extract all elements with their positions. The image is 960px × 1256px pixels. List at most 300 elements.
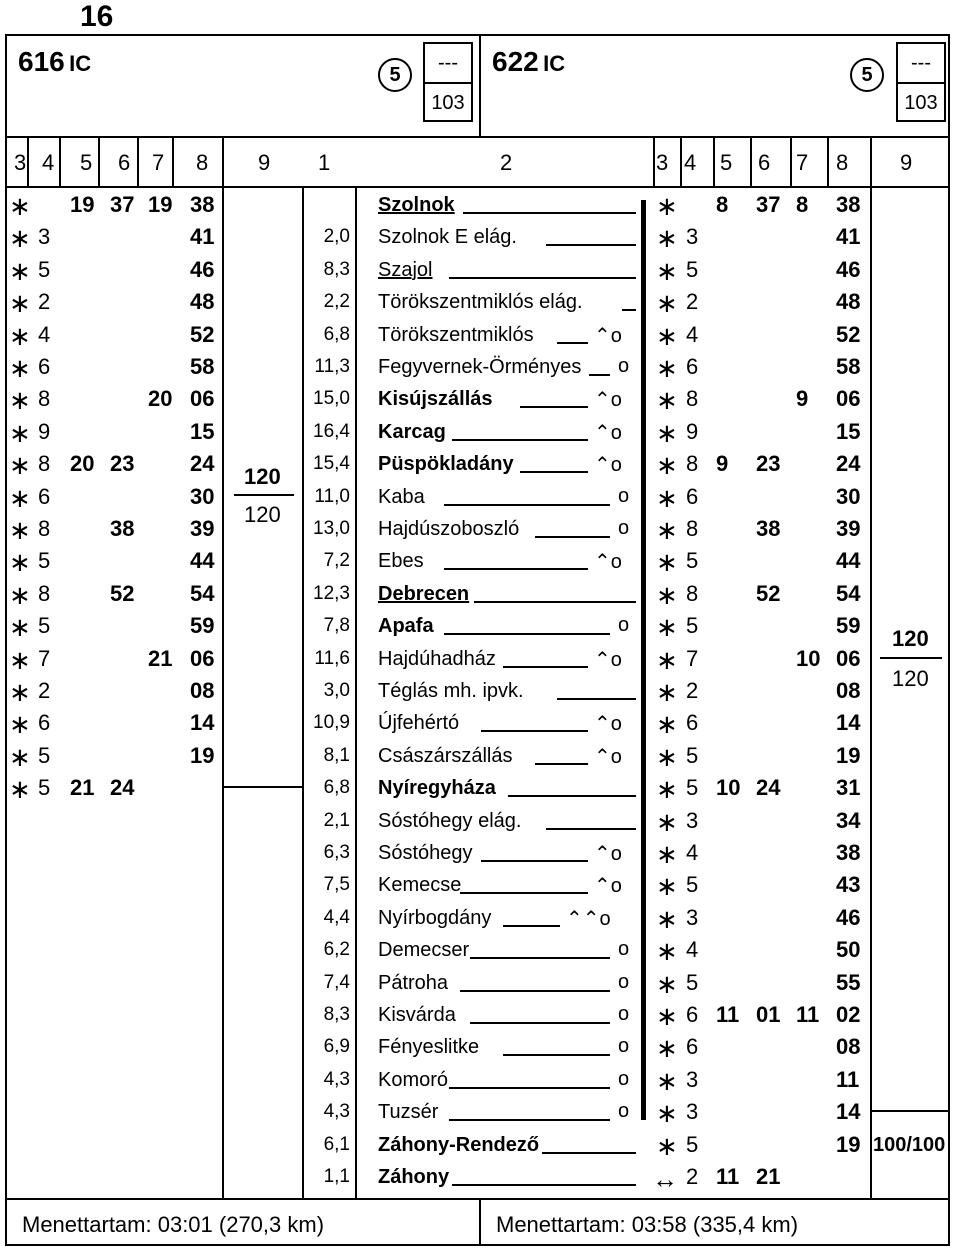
right-asterisk: ∗	[656, 1033, 678, 1064]
right-note-bottom: 120	[892, 666, 929, 691]
right-time-cell: 9	[716, 451, 729, 477]
leader-line	[503, 666, 588, 668]
station-name: Sóstóhegy	[378, 842, 473, 864]
km-cell: 10,9	[313, 712, 350, 734]
right-time-cell: 10	[796, 645, 821, 671]
station-name: Szolnok	[378, 194, 455, 216]
station-name: Kisvárda	[378, 1004, 456, 1026]
right-asterisk: ∗	[656, 288, 678, 319]
left-column-header: 3	[14, 150, 27, 175]
station-name: Záhony	[378, 1166, 450, 1188]
right-column-header: 9	[900, 150, 913, 175]
left-time-cell: 39	[190, 516, 215, 541]
left-asterisk: ∗	[9, 482, 31, 513]
station-name: Újfehértó	[378, 712, 460, 735]
right-time-cell: 01	[756, 1002, 781, 1027]
left-time-cell: 15	[190, 418, 215, 444]
station-name: Sóstóhegy elág.	[378, 809, 522, 832]
left-time-cell: 06	[190, 386, 215, 412]
station-name: Hajdúszoboszló	[378, 518, 520, 540]
left-train-box	[423, 42, 473, 122]
station-name: Kemecse	[378, 874, 462, 897]
right-time-cell: 2	[686, 289, 699, 315]
left-time-cell: 5	[38, 742, 51, 768]
right-time-cell: 52	[836, 321, 861, 347]
station-name: Pátroha	[378, 971, 449, 994]
left-box-top: ---	[438, 52, 458, 74]
km-cell: 13,0	[313, 518, 350, 539]
km-cell: 3,0	[323, 680, 350, 701]
stop-symbol-icon: o	[618, 1035, 630, 1058]
right-time-cell: 34	[836, 807, 861, 833]
left-time-cell: 59	[190, 613, 215, 639]
leader-line	[546, 244, 636, 246]
right-box-bottom: 103	[904, 92, 938, 114]
left-train-circle: 5	[378, 58, 412, 92]
km-cell: 6,8	[323, 777, 350, 799]
right-time-cell: 2	[686, 1164, 699, 1189]
left-column-header: 9	[258, 150, 271, 175]
station-name: Nyírbogdány	[378, 906, 492, 929]
stop-symbol-icon: ⌃o	[594, 875, 622, 898]
left-asterisk: ∗	[9, 547, 31, 578]
right-column-header: 4	[684, 150, 697, 175]
left-time-cell: 52	[110, 580, 135, 606]
left-time-cell: 21	[148, 645, 173, 671]
right-time-cell: 08	[836, 1034, 861, 1060]
right-time-cell: 5	[686, 1131, 699, 1157]
right-time-cell: 8	[716, 192, 729, 217]
stop-symbol-icon: o	[618, 1003, 630, 1025]
left-time-cell: 19	[148, 192, 173, 217]
left-asterisk: ∗	[9, 450, 31, 481]
leader-line	[542, 1152, 636, 1154]
stop-symbol-icon: o	[618, 484, 630, 507]
left-time-cell: 7	[38, 645, 51, 671]
right-note-top: 120	[892, 626, 929, 651]
right-time-cell: 6	[686, 710, 699, 736]
station-name: Tuzsér	[378, 1101, 439, 1124]
stop-symbol-icon: ⌃o	[594, 745, 622, 768]
left-asterisk: ∗	[9, 709, 31, 740]
station-name: Szolnok E elág.	[378, 226, 517, 249]
footer-right: Menettartam: 03:58 (335,4 km)	[496, 1212, 799, 1237]
station-name: Apafa	[378, 615, 434, 638]
right-asterisk: ∗	[656, 806, 678, 837]
km-cell: 6,8	[323, 323, 350, 345]
right-time-cell: 11	[836, 1066, 860, 1092]
left-time-cell: 08	[190, 678, 215, 703]
left-time-cell: 6	[38, 710, 51, 736]
right-time-cell: 37	[756, 192, 781, 217]
leader-line	[508, 795, 636, 797]
left-time-cell: 24	[190, 451, 215, 477]
leader-line	[449, 1087, 610, 1089]
station-name: Demecser	[378, 939, 470, 962]
km-cell: 12,3	[313, 582, 350, 604]
left-time-cell: 37	[110, 192, 135, 217]
left-time-cell: 20	[148, 386, 173, 412]
stop-symbol-icon: ⌃o	[594, 551, 622, 574]
left-time-cell: 30	[190, 483, 215, 509]
leader-line	[481, 730, 588, 732]
right-time-cell: 21	[756, 1164, 781, 1189]
left-time-cell: 52	[190, 321, 215, 347]
leader-line	[535, 536, 610, 538]
right-time-cell: 2	[686, 678, 699, 703]
stop-symbol-icon: o	[618, 938, 630, 961]
left-time-cell: 2	[38, 678, 51, 703]
right-column-header: 8	[836, 150, 849, 175]
km-cell: 2,0	[323, 226, 350, 248]
left-train-number: 616	[18, 46, 65, 77]
stop-symbol-icon: o	[618, 614, 630, 637]
right-time-cell: 4	[686, 321, 699, 347]
right-column-header: 7	[796, 150, 809, 175]
right-asterisk: ∗	[656, 547, 678, 578]
left-time-cell: 24	[110, 775, 135, 801]
left-note-top: 120	[244, 464, 281, 489]
km-cell: 6,9	[323, 1036, 350, 1058]
km-cell: 4,3	[323, 1068, 350, 1090]
right-time-cell: 44	[836, 548, 861, 574]
stop-symbol-icon: ⌃⌃o	[566, 907, 611, 930]
leader-line	[444, 504, 610, 506]
leader-line	[470, 1022, 610, 1024]
leader-line	[520, 471, 588, 473]
leader-line	[444, 633, 610, 635]
left-train-header	[18, 46, 91, 78]
right-time-cell: 23	[756, 451, 781, 477]
km-cell: 2,1	[323, 809, 350, 831]
right-note-2: 100/100	[873, 1134, 946, 1156]
right-time-cell: 24	[836, 451, 861, 477]
left-column-header: 7	[152, 150, 165, 175]
km-cell: 8,3	[323, 258, 350, 280]
right-train-box	[896, 42, 946, 122]
left-time-cell: 44	[190, 548, 215, 574]
left-asterisk: ∗	[9, 741, 31, 772]
km-cell: 7,4	[323, 971, 350, 993]
left-asterisk: ∗	[9, 255, 31, 286]
left-time-cell: 8	[38, 516, 51, 541]
left-time-cell: 46	[190, 256, 215, 282]
km-cell: 16,4	[313, 420, 350, 442]
leader-line	[503, 925, 560, 927]
left-asterisk: ∗	[9, 223, 31, 254]
right-column-header: 5	[720, 150, 733, 175]
page-number: 16	[80, 0, 114, 33]
left-asterisk: ∗	[9, 353, 31, 383]
km-cell: 2,2	[323, 291, 350, 313]
km-cell: 8,3	[323, 1004, 350, 1025]
right-time-cell: 19	[836, 742, 861, 768]
right-time-cell: 8	[686, 516, 699, 541]
right-time-cell: 8	[686, 451, 699, 477]
leader-line	[460, 892, 588, 894]
right-time-cell: 54	[836, 580, 861, 606]
right-time-cell: 8	[796, 192, 809, 217]
station-name: Császárszállás	[378, 744, 513, 767]
right-asterisk: ∗	[656, 644, 678, 675]
right-time-cell: 6	[686, 1002, 699, 1027]
left-time-cell: 06	[190, 645, 215, 671]
left-time-cell: 6	[38, 354, 51, 379]
right-asterisk: ∗	[656, 515, 678, 545]
leader-line	[470, 957, 610, 959]
stop-symbol-icon: ⌃o	[594, 843, 622, 865]
left-time-cell: 54	[190, 580, 215, 606]
right-asterisk: ∗	[656, 1065, 678, 1096]
right-train-category: IC	[543, 51, 566, 76]
right-asterisk: ∗	[656, 353, 678, 383]
km-cell: 4,4	[323, 906, 350, 928]
km-cell: 4,3	[323, 1101, 350, 1123]
left-time-cell: 20	[70, 451, 95, 477]
right-asterisk: ∗	[656, 1130, 678, 1161]
station-name: Szajol	[378, 258, 433, 281]
km-cell: 6,1	[323, 1133, 350, 1155]
right-time-cell: 3	[686, 1066, 699, 1092]
stop-symbol-icon: ⌃o	[594, 421, 622, 444]
station-name: Komoró	[378, 1068, 449, 1091]
left-time-cell: 5	[38, 775, 51, 801]
left-time-cell: 19	[70, 192, 95, 217]
track-bar	[641, 200, 646, 1120]
right-time-cell: 5	[686, 969, 699, 995]
leader-line	[452, 1184, 636, 1186]
right-time-cell: 5	[686, 548, 699, 574]
station-name: Karcag	[378, 420, 446, 443]
right-asterisk: ∗	[656, 774, 678, 805]
right-time-cell: 9	[796, 386, 809, 412]
station-name: Téglás mh. ipvk.	[378, 680, 524, 702]
leader-line	[460, 990, 610, 992]
leader-line	[503, 1054, 610, 1056]
right-asterisk: ∗	[656, 223, 678, 254]
leader-line	[589, 374, 610, 376]
right-time-cell: 46	[836, 904, 861, 930]
stop-symbol-icon: ⌃o	[594, 324, 622, 347]
footer-left: Menettartam: 03:01 (270,3 km)	[22, 1212, 325, 1237]
left-time-cell: 3	[38, 224, 51, 250]
right-asterisk: ∗	[656, 385, 678, 416]
right-train-number: 622	[492, 46, 539, 77]
left-asterisk: ∗	[9, 515, 31, 545]
right-time-cell: 3	[686, 224, 699, 250]
right-column-header: 6	[758, 150, 771, 175]
km-cell: 8,1	[323, 744, 350, 766]
right-time-cell: 55	[836, 969, 861, 995]
right-time-cell: 5	[686, 256, 699, 282]
right-asterisk: ∗	[656, 612, 678, 643]
right-time-cell: 5	[686, 742, 699, 768]
left-time-cell: 8	[38, 386, 51, 412]
stop-symbol-icon: o	[618, 1100, 630, 1123]
right-time-cell: 11	[796, 1002, 820, 1027]
left-time-cell: 8	[38, 451, 51, 477]
right-time-cell: 4	[686, 840, 699, 865]
left-time-cell: 5	[38, 256, 51, 282]
left-note-bottom: 120	[244, 502, 281, 527]
right-time-cell: 6	[686, 1034, 699, 1060]
right-time-cell: 4	[686, 937, 699, 963]
left-asterisk: ∗	[9, 288, 31, 319]
left-time-cell: 21	[70, 775, 95, 801]
left-time-cell: 8	[38, 580, 51, 606]
left-asterisk: ∗	[9, 320, 31, 351]
right-time-cell: 5	[686, 872, 699, 898]
right-time-cell: 6	[686, 483, 699, 509]
leader-line	[449, 277, 636, 279]
right-column-header: 3	[656, 150, 669, 175]
right-asterisk: ∗	[656, 1001, 678, 1031]
leader-line	[452, 439, 588, 441]
left-time-cell: 2	[38, 289, 51, 315]
right-time-cell: 8	[686, 580, 699, 606]
stop-symbol-icon: ⌃o	[594, 648, 622, 671]
right-asterisk: ∗	[656, 255, 678, 286]
right-time-cell: 7	[686, 645, 699, 671]
right-time-cell: 9	[686, 418, 699, 444]
right-time-cell: 38	[836, 192, 861, 217]
mid-column-header: 1	[318, 150, 331, 175]
left-asterisk: ∗	[9, 579, 31, 610]
right-time-cell: 08	[836, 678, 861, 703]
right-asterisk: ∗	[656, 839, 678, 869]
right-asterisk: ∗	[656, 741, 678, 772]
left-time-cell: 4	[38, 321, 51, 347]
leader-line	[520, 406, 588, 408]
right-asterisk: ∗	[656, 450, 678, 481]
stop-symbol-icon: ⌃o	[594, 713, 622, 736]
left-time-cell: 14	[190, 710, 215, 736]
leader-line	[474, 601, 636, 603]
left-column-header: 5	[80, 150, 93, 175]
right-time-cell: 30	[836, 483, 861, 509]
right-time-cell: 06	[836, 386, 861, 412]
km-cell: 7,8	[323, 615, 350, 637]
station-name: Kisújszállás	[378, 388, 493, 411]
right-asterisk: ∗	[656, 579, 678, 610]
right-time-cell: 6	[686, 354, 699, 379]
leader-line	[463, 212, 636, 214]
left-time-cell: 5	[38, 613, 51, 639]
mid-column-header: 2	[500, 150, 513, 175]
right-time-cell: 39	[836, 516, 861, 541]
right-time-cell: 5	[686, 775, 699, 801]
leader-line	[449, 1119, 610, 1121]
right-asterisk: ∗	[656, 417, 678, 448]
right-box-top: ---	[911, 52, 931, 74]
leader-line	[444, 568, 588, 570]
right-time-cell: 15	[836, 418, 861, 444]
right-time-cell: 10	[716, 775, 741, 801]
right-time-cell: 50	[836, 937, 861, 963]
leader-line	[557, 342, 588, 344]
right-asterisk: ∗	[656, 709, 678, 740]
stop-symbol-icon: o	[618, 355, 630, 377]
stop-symbol-icon: o	[618, 1067, 630, 1090]
left-asterisk: ∗	[9, 644, 31, 675]
km-cell: 1,1	[323, 1166, 350, 1187]
right-time-cell: 38	[756, 516, 781, 541]
left-time-cell: 19	[190, 742, 215, 768]
km-cell: 7,5	[323, 874, 350, 896]
right-arrow-mark: ↔	[652, 1164, 678, 1194]
left-column-header: 8	[196, 150, 209, 175]
right-time-cell: 43	[836, 872, 861, 898]
right-time-cell: 46	[836, 256, 861, 282]
station-name: Kaba	[378, 485, 425, 508]
left-time-cell: 38	[110, 516, 135, 541]
km-cell: 11,0	[314, 485, 350, 507]
right-asterisk: ∗	[656, 903, 678, 934]
station-name: Nyíregyháza	[378, 777, 496, 800]
left-asterisk: ∗	[9, 417, 31, 448]
right-time-cell: 3	[686, 807, 699, 833]
left-time-cell: 6	[38, 483, 51, 509]
right-train-circle: 5	[850, 58, 884, 92]
stop-symbol-icon: o	[618, 517, 630, 539]
right-time-cell: 52	[756, 580, 781, 606]
right-time-cell: 41	[836, 224, 861, 250]
right-time-cell: 3	[686, 904, 699, 930]
km-cell: 11,3	[314, 356, 350, 377]
right-time-cell: 14	[836, 1099, 861, 1125]
left-asterisk: ∗	[9, 612, 31, 643]
left-time-cell: 48	[190, 289, 215, 315]
right-asterisk: ∗	[656, 482, 678, 513]
right-time-cell: 19	[836, 1131, 861, 1157]
right-time-cell: 59	[836, 613, 861, 639]
station-name: Fegyvernek-Örményes	[378, 356, 582, 378]
left-asterisk: ∗	[9, 774, 31, 805]
stop-symbol-icon: o	[618, 970, 630, 993]
right-time-cell: 31	[836, 775, 861, 801]
right-time-cell: 14	[836, 710, 861, 736]
km-cell: 15,4	[313, 453, 350, 475]
station-name: Törökszentmiklós elág.	[378, 291, 583, 314]
left-time-cell: 23	[110, 451, 135, 477]
stop-symbol-icon: ⌃o	[594, 454, 622, 477]
left-time-cell: 58	[190, 354, 215, 379]
right-asterisk: ∗	[656, 191, 678, 221]
stop-symbol-icon: ⌃o	[594, 389, 622, 412]
right-asterisk: ∗	[656, 871, 678, 902]
km-cell: 6,3	[323, 842, 350, 863]
left-column-header: 4	[42, 150, 55, 175]
right-time-cell: 48	[836, 289, 861, 315]
right-asterisk: ∗	[656, 968, 678, 999]
right-time-cell: 11	[716, 1002, 740, 1027]
km-cell: 7,2	[323, 550, 350, 572]
left-asterisk: ∗	[9, 385, 31, 416]
station-name: Fényeslitke	[378, 1036, 480, 1059]
leader-line	[535, 763, 588, 765]
leader-line	[622, 309, 636, 311]
right-asterisk: ∗	[656, 320, 678, 351]
left-asterisk: ∗	[9, 191, 31, 221]
station-name: Törökszentmiklós	[378, 323, 534, 346]
right-time-cell: 02	[836, 1002, 861, 1027]
left-train-category: IC	[69, 51, 92, 76]
left-time-cell: 38	[190, 192, 215, 217]
leader-line	[546, 828, 636, 830]
left-box-bottom: 103	[431, 92, 465, 114]
left-time-cell: 9	[38, 418, 51, 444]
right-time-cell: 8	[686, 386, 699, 412]
